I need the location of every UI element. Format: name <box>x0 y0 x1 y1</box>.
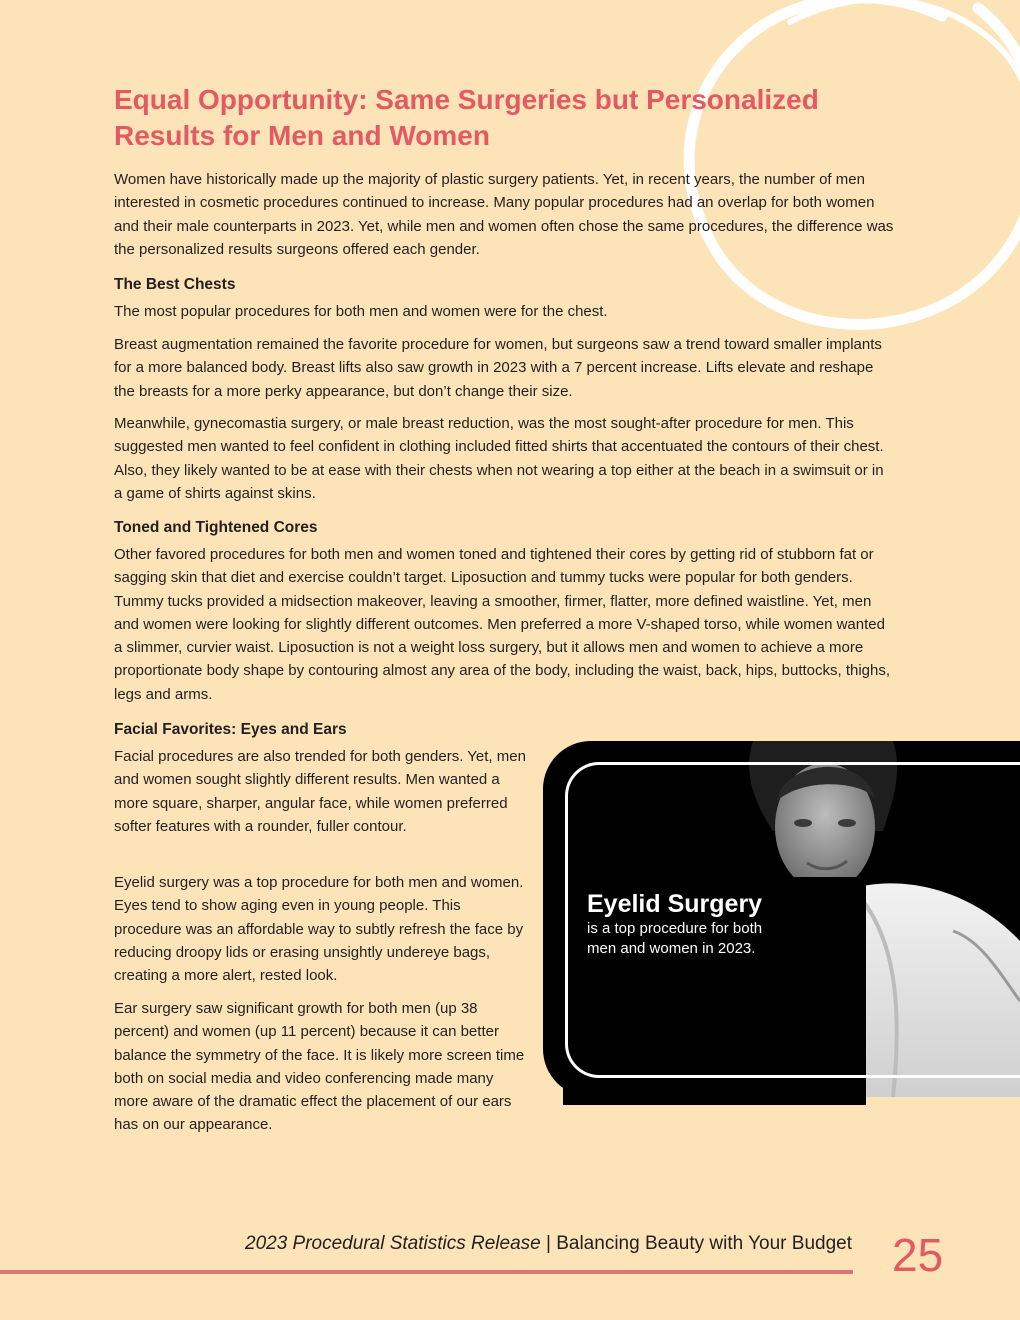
callout-text: is a top procedure for both men and women in 2023. <box>587 920 763 957</box>
callout-title: Eyelid Surgery <box>587 890 763 918</box>
chests-paragraph-3: Meanwhile, gynecomastia surgery, or male breast reduction, was the most sought-after procedure for men. This suggested men wanted to feel confident in clothing included fitted shirts that accentuated the contours of their chest. Also, they likely wanted to be at ease with their chests when not wearing a top either at the beach in a swimsuit or in a game of shirts against skins. <box>114 415 884 502</box>
cores-paragraph-1: Other favored procedures for both men and women toned and tightened their cores by getting rid of stubborn fat or sagging skin that diet and exercise couldn’t target. Liposuction and tummy tucks were popular for both genders. Tummy tucks provided a midsection makeover, leaving a smoother, firmer, flatter, more defined waistline. Yet, men and women were looking for slightly different outcomes. Men preferred a more V-shaped torso, while women wanted a slimmer, curvier waist. Liposuction is not a weight loss surgery, but it allows men and women to achieve a more proportionate body shape by contouring almost any area of the body, including the waist, back, hips, buttocks, thighs, legs and arms. <box>114 546 891 703</box>
footer-separator: | <box>540 1233 557 1254</box>
footer-publication: 2023 Procedural Statistics Release <box>245 1233 541 1254</box>
page-title: Equal Opportunity: Same Surgeries but Personalized Results for Men and Women <box>114 84 819 151</box>
footer-rule <box>0 1270 853 1274</box>
chests-paragraph-1: The most popular procedures for both men and women were for the chest. <box>114 303 608 320</box>
facial-paragraph-2: Eyelid surgery was a top procedure for both men and women. Eyes tend to show aging even in young people. This procedure was an affordable way to subtly refresh the face by reducing droopy lids or erasing unsightly undereye bags, creating a more alert, rested look. <box>114 874 524 985</box>
footer-text <box>245 1232 852 1256</box>
facial-paragraph-1: Facial procedures are also trended for both genders. Yet, men and women sought slightly different results. Men wanted a more square, sharper, angular face, while women preferred softer features with a rounder, fuller contour. <box>114 748 526 835</box>
heading-best-chests: The Best Chests <box>114 276 236 293</box>
chests-paragraph-2: Breast augmentation remained the favorite procedure for women, but surgeons saw a trend toward smaller implants for a more balanced body. Breast lifts also saw growth in 2023 with a 7 percent increase. Lifts elevate and reshape the breasts for a more perky appearance, but don’t change their size. <box>114 336 882 400</box>
heading-facial-favorites: Facial Favorites: Eyes and Ears <box>114 721 347 738</box>
heading-toned-cores: Toned and Tightened Cores <box>114 519 318 536</box>
page-number: 25 <box>892 1229 944 1281</box>
footer-subtitle: Balancing Beauty with Your Budget <box>556 1233 852 1254</box>
intro-paragraph: Women have historically made up the majority of plastic surgery patients. Yet, in recent years, the number of men interested in cosmetic procedures continued to increase. Many popular procedures had an overlap for both women and their male counterparts in 2023. Yet, while men and women often chose the same procedures, the difference was the personalized results surgeons offered each gender. <box>114 171 894 258</box>
eyelid-surgery-callout <box>543 741 1020 1105</box>
facial-paragraph-3: Ear surgery saw significant growth for both men (up 38 percent) and women (up 11 percent) because it can better balance the symmetry of the face. It is likely more screen time both on social media and video conferencing made many more aware of the dramatic effect the placement of our ears has on our appearance. <box>114 1000 525 1134</box>
